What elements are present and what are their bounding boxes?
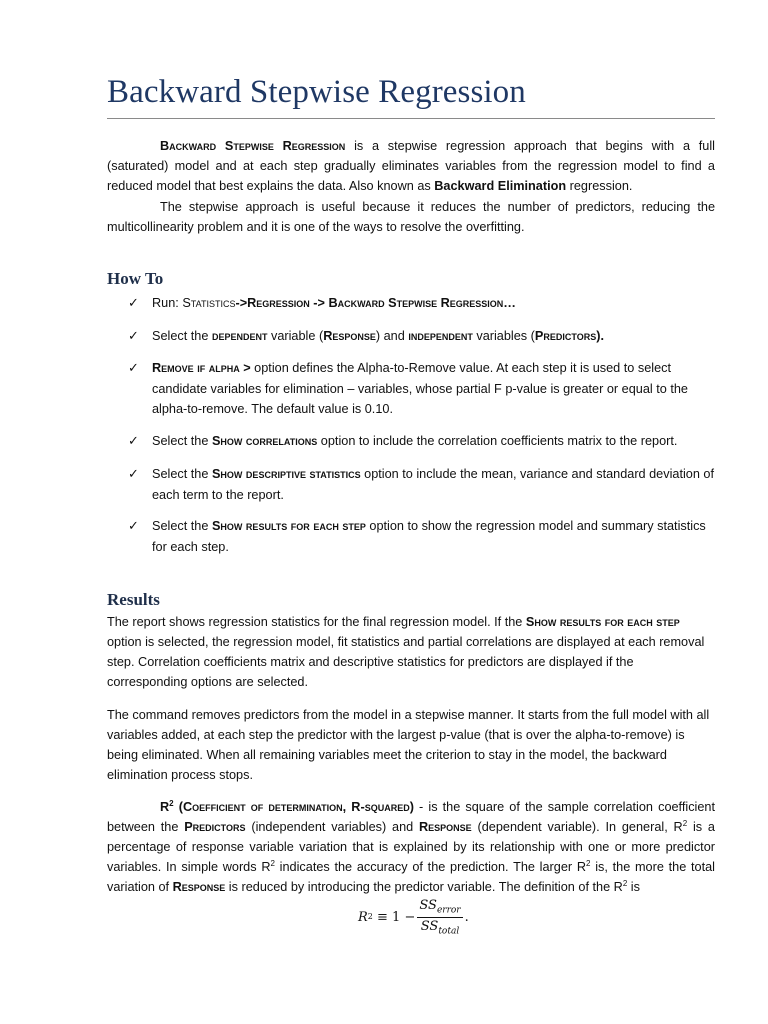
superscript: 2 — [270, 859, 275, 868]
title-divider — [107, 118, 715, 119]
results-paragraph-1 — [107, 612, 715, 692]
menu-path-rest: ->Regression -> Backward Stepwise Regression… — [235, 296, 516, 310]
text: option to include the mean, variance and standard deviation of each term to the report. — [152, 467, 715, 502]
ss-symbol: SS — [419, 898, 437, 913]
superscript: 2 — [586, 859, 591, 868]
text: variables ( — [472, 329, 535, 343]
show-each-step-term: Show results for each step — [525, 615, 680, 629]
formula-denominator — [419, 918, 462, 937]
intro-text: is a stepwise regression approach that begins with a full (saturated) model and at each step gradually eliminates variables from the regression model to find a reduced model that best explains the data. Also known as — [107, 139, 715, 193]
text: option is selected, the regression model, fit statistics and partial correlations are displayed at each removal step. Correlation coefficients matrix and descriptive statistics for predictors are displayed if the corresponding options are selected. — [107, 635, 705, 689]
text: option to include the correlation coefficients matrix to the report. — [317, 434, 678, 448]
error-subscript: error — [436, 905, 461, 916]
text: Select the — [152, 329, 212, 343]
text: indicates the accuracy of the prediction. The larger R — [274, 860, 587, 874]
total-subscript: total — [438, 926, 460, 937]
howto-item-descriptive-stats — [128, 464, 718, 505]
howto-item-text — [152, 326, 718, 347]
intro-alt-name: Backward Elimination — [434, 179, 567, 193]
text: is, the more the total variation of — [107, 860, 715, 894]
text: option defines the Alpha-to-Remove value. At each step it is used to select candidate variables for elimination – variables, whose partial F p-value is greater or equal to the alpha-to-remove. The default value is 0.10. — [152, 361, 688, 416]
text: The report shows regression statistics for the final regression model. If the — [107, 615, 526, 629]
intro-paragraph-2: The stepwise approach is useful because it reduces the number of predictors, reducing the multicollinearity problem and it is one of the ways to resolve the overfitting. — [107, 200, 715, 234]
results-paragraph-2: The command removes predictors from the model in a stepwise manner. It starts from the full model with all variables added, at each step the predictor with the largest p-value (that is over the alpha-to-remove) is being eliminated. When all remaining variables meet the criterion to stay in the model, the backward elimination process stops. — [107, 708, 710, 782]
predictors-term: Predictors — [534, 329, 597, 343]
text: Select the — [152, 434, 212, 448]
checkmark-icon: ✓ — [128, 433, 139, 448]
text: Select the — [152, 467, 212, 481]
independent-term: independent — [408, 329, 473, 343]
show-correlations-term: Show correlations — [211, 434, 318, 448]
formula-numerator — [417, 898, 462, 918]
response-term: Response — [419, 820, 472, 834]
howto-item-run — [128, 293, 718, 314]
remove-alpha-term: Remove if alpha > — [152, 361, 251, 375]
howto-item-text — [152, 358, 718, 420]
howto-item-remove-alpha — [128, 358, 718, 420]
text: is — [627, 880, 640, 894]
howto-item-text — [152, 516, 718, 557]
howto-item-text — [152, 464, 718, 505]
run-label: Run: — [152, 296, 183, 310]
show-each-step-term: Show results for each step — [211, 519, 366, 533]
howto-item-text — [152, 431, 718, 452]
formula-relation: ≡ 1 − — [372, 909, 416, 925]
howto-item-show-correlations — [128, 431, 718, 452]
formula-fraction — [417, 898, 462, 936]
show-descriptive-term: Show descriptive statistics — [211, 467, 361, 481]
page-title: Backward Stepwise Regression — [107, 74, 526, 110]
predictors-term: Predictors — [184, 820, 246, 834]
checkmark-icon: ✓ — [128, 360, 139, 375]
text: Select the — [152, 519, 212, 533]
checkmark-icon: ✓ — [128, 466, 139, 481]
superscript: 2 — [682, 819, 688, 828]
howto-heading: How To — [107, 269, 164, 288]
howto-item-each-step — [128, 516, 718, 557]
text: variable ( — [267, 329, 324, 343]
text: ). — [596, 329, 604, 343]
text: is reduced by introducing the predictor variable. The definition of the R — [225, 880, 623, 894]
text: (dependent variable). In general, R — [471, 820, 683, 834]
intro-term: Backward Stepwise Regression — [160, 139, 346, 153]
superscript: 2 — [169, 799, 174, 808]
menu-path-statistics: Statistics — [182, 296, 236, 310]
response-term: Response — [323, 329, 376, 343]
superscript: 2 — [622, 879, 628, 888]
text: is a percentage of response variable variation that is explained by its relationship with one or more predictor variables. In simple words R — [107, 820, 715, 874]
ss-symbol: SS — [420, 918, 439, 934]
text: ) and — [375, 329, 409, 343]
r-squared-formula: R 2 ≡ 1 − $\frac{SS_{error}}{SS_{total}}$ . — [358, 898, 469, 937]
response-term: Response — [172, 880, 226, 894]
intro-text-end: regression. — [566, 179, 633, 193]
r2-symbol: R — [160, 800, 170, 814]
results-heading: Results — [107, 590, 160, 609]
howto-item-variables — [128, 326, 718, 347]
checkmark-icon: ✓ — [128, 518, 139, 533]
intro-paragraph — [107, 136, 715, 196]
formula-period: . — [464, 909, 469, 925]
text: ( — [173, 800, 183, 814]
checkmark-icon: ✓ — [128, 328, 139, 343]
text: - is the square of the sample correlation coefficient between the — [107, 800, 715, 834]
checkmark-icon: ✓ — [128, 295, 139, 310]
r-squared-paragraph — [107, 797, 715, 897]
text: (independent variables) and — [245, 820, 419, 834]
r2-label: Coefficient of determination, R-squared — [182, 800, 410, 814]
formula-lhs: R — [358, 909, 368, 925]
text: option to show the regression model and summary statistics for each step. — [152, 519, 706, 554]
dependent-term: dependent — [211, 329, 268, 343]
howto-item-text — [152, 293, 718, 314]
text: ) — [409, 800, 414, 814]
